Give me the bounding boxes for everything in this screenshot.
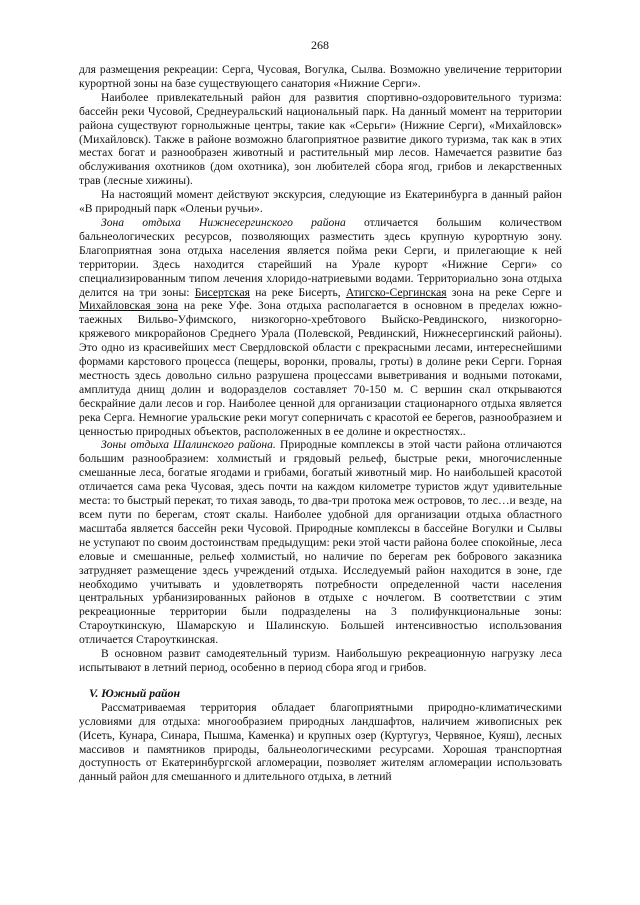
paragraph-6: В основном развит самодеятельный туризм. Наибольшую рекреационную нагрузку леса испытывают в летний период, особенно в период сбора ягод и грибов. xyxy=(79,647,562,674)
paragraph-text: зона на реке Серге и xyxy=(446,285,562,299)
page-number: 268 xyxy=(311,38,329,52)
paragraph-text: на реке Уфе. Зона отдыха располагается в основном в пределах южно-таежных Вильво-Уфимского, низкогорно-хребтового Выйско-Ревдинского, низкогорно-кряжевого микрорайонов Среднего Урала (Полевской, Ревдинский, Нижнесергинский районы). Это одно из красивейших мест Свердловской области с прекрасными лесами, интереснейшими формами карстового процесса (пещеры, воронки, провалы, гроты) в долине реки Серги. Горная местность здесь довольно сильно разрушена процессами выветривания и водными потоками, амплитуда днищ долин и водоразделов составляет 70-150 м. С вершин скал открываются бескрайние дали лесов и гор. Наиболее ценной для организации стационарного отдыха является река Серга. Немногие уральские реки могут соперничать с красотой ее берегов, разнообразием и ценностью природных объектов, расположенных в ее долине и окрестностях.. xyxy=(79,299,562,438)
section-heading: V. Южный район xyxy=(89,685,181,700)
zone-title-nizhnesergi: Зона отдыха Нижнесергинского района xyxy=(101,215,346,229)
paragraph-text: на реке Бисерть, xyxy=(249,285,346,299)
zone-name-bisert: Бисертская xyxy=(194,285,250,299)
paragraph-text: отличается большим количеством бальнеологических ресурсов, позволяющих разместить здесь крупную курортную зону. Благоприятная зона отдыха населения является пойма реки Серги, и прилегающие к ней территории. Здесь находится старейший на Урале курорт «Нижние Серги» со специализированным типом лечения хлоридо-натриевыми водами. Территориально зона отдыха делится на три зоны: xyxy=(79,215,562,299)
paragraph-nizhnesergi-zone xyxy=(79,216,562,439)
paragraph-shalya-zone xyxy=(79,438,562,647)
paragraph-1: для размещения рекреации: Серга, Чусовая, Вогулка, Сылва. Возможно увеличение территории курортной зоны на базе существующего санатория «Нижние Серги». xyxy=(79,63,562,90)
document-body xyxy=(79,63,562,784)
zone-title-shalya: Зоны отдыха Шалинского района. xyxy=(101,438,276,452)
paragraph-7: Рассматриваемая территория обладает благоприятными природно-климатическими условиями для отдыха: многообразием природных ландшафтов, наличием живописных рек (Исеть, Кунара, Синара, Пышма, Каменка) и крупных озер (Куртугуз, Червяное, Куяш), лесных массивов и памятников природы, бальнеологическими ресурсами. Хорошая транспортная доступность от Екатеринбургской агломерации, позволяет жителям агломерации использовать данный район для смешанного и длительного отдыха, в летний xyxy=(79,700,562,784)
zone-name-atig-serga: Атигско-Сергинская xyxy=(345,285,447,299)
paragraph-3: На настоящий момент действуют экскурсия, следующие из Екатеринбурга в данный район «В природный парк «Оленьи ручьи». xyxy=(79,188,562,216)
zone-name-mikhailovsk: Михайловская зона xyxy=(79,299,179,313)
paragraph-text: Природные комплексы в этой части района отличаются большим разнообразием: холмистый и грядовый рельеф, быстрые реки, многочисленные смешанные леса, богатые ягодами и грибами, богатый животный мир. Но наибольшей красотой отличается сама река Чусовая, здесь почти на каждом километре туристов ждут удивительные места: то быстрый перекат, то тихая заводь, то два-три протока меж островов, то лес…и везде, на всем пути по берегам, стоят скалы. Наиболее удобной для организации отдыха областного масштаба является бассейн реки Чусовой. Природные комплексы в бассейне Вогулки и Сылвы не уступают по своим достоинствам предыдущим: реки этой части района более спокойные, леса еловые и смешанные, рельеф холмистый, но наличие по берегам рек бобрового заказника затрудняет размещение здесь учреждений отдыха. Исследуемый район находится в зоне, где необходимо учитывать и удовлетворять потребности определенной части населения центральных урбанизированных районов в отдыхе с ночлегом. В соответствии с этим рекреационные территории были подразделены на 3 полифункциональные зоны: Староуткинскую, Шамарскую и Шалинскую. Большей интенсивностью использования отличается Староуткинская. xyxy=(79,438,562,647)
paragraph-2: Наиболее привлекательный район для развития спортивно-оздоровительного туризма: бассейн реки Чусовой, Среднеуральский национальный парк. На данный момент на территории района существуют горнолыжные центры, такие как «Серьги» (Нижние Серги), «Михайловск» (Михайловск). Также в районе возможно благоприятное развитие дикого туризма, так как в этих местах богат и разнообразен животный и растительный мир лесов. Намечается развитие баз обслуживания охотников (дом охотника), зон любителей сбора ягод, грибов и лекарственных трав (лесные хижины). xyxy=(79,90,562,188)
